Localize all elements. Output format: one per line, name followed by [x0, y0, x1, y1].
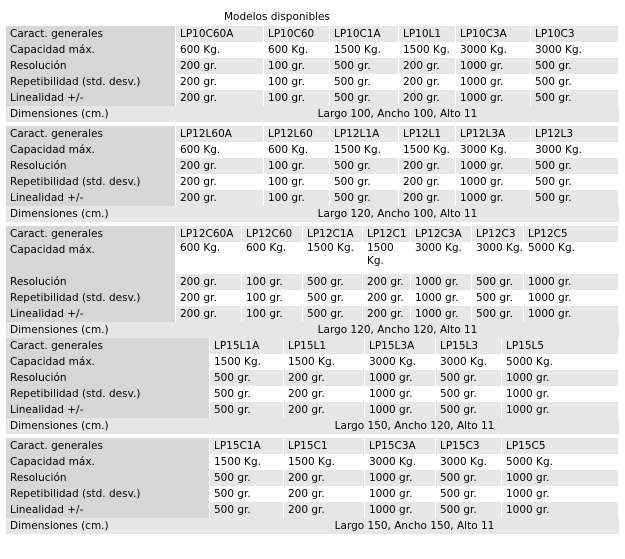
cell-capacidad: 3000 Kg. [365, 354, 436, 370]
model-header: LP12C60 [242, 226, 303, 242]
cell-capacidad: 5000 Kg. [524, 242, 619, 274]
cell-linealidad: 1000 gr. [502, 502, 619, 518]
cell-capacidad: 3000 Kg. [365, 454, 436, 470]
cell-resolucion: 500 gr. [531, 158, 619, 174]
table-row-capacidad [6, 42, 619, 58]
cell-resolucion: 200 gr. [176, 58, 264, 74]
cell-resolucion: 500 gr. [472, 274, 524, 290]
dimensions-value: Largo 100, Ancho 100, Alto 11 [176, 106, 619, 122]
cell-capacidad: 1500 Kg. [330, 142, 399, 158]
cell-resolucion: 1000 gr. [365, 470, 436, 486]
table-row-resolucion [6, 470, 619, 486]
cell-capacidad: 1500 Kg. [284, 454, 365, 470]
cell-linealidad: 200 gr. [399, 190, 456, 206]
cell-repetibilidad: 1000 gr. [456, 74, 531, 90]
cell-capacidad: 5000 Kg. [502, 454, 619, 470]
cell-capacidad: 1500 Kg. [210, 354, 284, 370]
table-row-capacidad [6, 142, 619, 158]
cell-capacidad: 1500 Kg. [210, 454, 284, 470]
table-row-dimensiones [6, 322, 619, 338]
table-row-caract [6, 438, 619, 454]
cell-repetibilidad: 500 gr. [303, 290, 363, 306]
table-row-linealidad [6, 190, 619, 206]
row-label-caract: Caract. generales [6, 226, 176, 242]
cell-linealidad: 100 gr. [242, 306, 303, 322]
row-label-caract: Caract. generales [6, 26, 176, 42]
model-block-2 [6, 126, 619, 222]
cell-linealidad: 500 gr. [210, 402, 284, 418]
dimensions-value: Largo 120, Ancho 100, Alto 11 [176, 206, 619, 222]
cell-repetibilidad: 1000 gr. [411, 290, 472, 306]
cell-resolucion: 200 gr. [399, 158, 456, 174]
cell-capacidad: 3000 Kg. [436, 454, 502, 470]
model-header: LP10L1 [399, 26, 456, 42]
table-row-resolucion [6, 274, 619, 290]
cell-linealidad: 500 gr. [210, 502, 284, 518]
cell-linealidad: 500 gr. [436, 502, 502, 518]
cell-capacidad: 5000 Kg. [502, 354, 619, 370]
model-header: LP15L3 [436, 338, 502, 354]
cell-resolucion: 500 gr. [303, 274, 363, 290]
cell-repetibilidad: 500 gr. [330, 174, 399, 190]
cell-resolucion: 200 gr. [176, 274, 242, 290]
cell-linealidad: 200 gr. [363, 306, 411, 322]
cell-repetibilidad: 100 gr. [264, 74, 330, 90]
cell-repetibilidad: 1000 gr. [365, 386, 436, 402]
cell-capacidad: 3000 Kg. [456, 42, 531, 58]
table-row-dimensiones [6, 418, 619, 434]
cell-repetibilidad: 200 gr. [399, 174, 456, 190]
model-header: LP15C1A [210, 438, 284, 454]
table-row-dimensiones [6, 518, 619, 534]
cell-resolucion: 100 gr. [264, 58, 330, 74]
row-label-dimensiones: Dimensiones (cm.) [6, 322, 176, 338]
cell-linealidad: 200 gr. [284, 402, 365, 418]
cell-linealidad: 1000 gr. [411, 306, 472, 322]
model-header: LP12L60 [264, 126, 330, 142]
cell-capacidad: 1500 Kg. [363, 242, 411, 274]
row-label-linealidad: Linealidad +/- [6, 402, 210, 418]
cell-capacidad: 600 Kg. [176, 142, 264, 158]
dimensions-value: Largo 150, Ancho 150, Alto 11 [210, 518, 619, 534]
row-label-capacidad: Capacidad máx. [6, 242, 176, 274]
cell-repetibilidad: 1000 gr. [502, 386, 619, 402]
row-label-capacidad: Capacidad máx. [6, 354, 210, 370]
table-row-caract [6, 126, 619, 142]
model-header: LP10C60 [264, 26, 330, 42]
model-header: LP12L3 [531, 126, 619, 142]
cell-resolucion: 200 gr. [399, 58, 456, 74]
table-caption: Modelos disponibles [224, 11, 330, 23]
cell-resolucion: 500 gr. [210, 470, 284, 486]
cell-linealidad: 200 gr. [176, 306, 242, 322]
cell-resolucion: 1000 gr. [456, 158, 531, 174]
row-label-repetibilidad: Repetibilidad (std. desv.) [6, 74, 176, 90]
table-row-resolucion [6, 58, 619, 74]
cell-repetibilidad: 500 gr. [330, 74, 399, 90]
dimensions-value: Largo 120, Ancho 120, Alto 11 [176, 322, 619, 338]
cell-repetibilidad: 200 gr. [284, 486, 365, 502]
cell-repetibilidad: 500 gr. [531, 174, 619, 190]
cell-resolucion: 100 gr. [242, 274, 303, 290]
cell-resolucion: 1000 gr. [456, 58, 531, 74]
model-header: LP12C60A [176, 226, 242, 242]
cell-linealidad: 1000 gr. [456, 90, 531, 106]
cell-linealidad: 200 gr. [176, 90, 264, 106]
cell-capacidad: 1500 Kg. [399, 42, 456, 58]
row-label-dimensiones: Dimensiones (cm.) [6, 106, 176, 122]
table-row-repetibilidad [6, 74, 619, 90]
cell-resolucion: 1000 gr. [502, 470, 619, 486]
cell-capacidad: 1500 Kg. [330, 42, 399, 58]
model-header: LP15L1A [210, 338, 284, 354]
table-row-dimensiones [6, 206, 619, 222]
cell-repetibilidad: 200 gr. [363, 290, 411, 306]
model-header: LP12L1 [399, 126, 456, 142]
cell-linealidad: 200 gr. [399, 90, 456, 106]
cell-resolucion: 200 gr. [284, 470, 365, 486]
cell-repetibilidad: 500 gr. [210, 386, 284, 402]
cell-linealidad: 200 gr. [176, 190, 264, 206]
model-block-4 [6, 338, 619, 434]
row-label-capacidad: Capacidad máx. [6, 142, 176, 158]
row-label-linealidad: Linealidad +/- [6, 502, 210, 518]
table-row-dimensiones [6, 106, 619, 122]
model-header: LP15C5 [502, 438, 619, 454]
row-label-linealidad: Linealidad +/- [6, 190, 176, 206]
table-row-resolucion [6, 158, 619, 174]
cell-linealidad: 1000 gr. [365, 402, 436, 418]
cell-capacidad: 600 Kg. [242, 242, 303, 274]
cell-repetibilidad: 200 gr. [399, 74, 456, 90]
cell-repetibilidad: 100 gr. [264, 174, 330, 190]
row-label-repetibilidad: Repetibilidad (std. desv.) [6, 174, 176, 190]
model-header: LP12L60A [176, 126, 264, 142]
cell-resolucion: 500 gr. [330, 158, 399, 174]
model-header: LP10C3 [531, 26, 619, 42]
cell-linealidad: 100 gr. [264, 90, 330, 106]
cell-capacidad: 600 Kg. [176, 42, 264, 58]
cell-resolucion: 200 gr. [284, 370, 365, 386]
model-header: LP12L3A [456, 126, 531, 142]
row-label-caract: Caract. generales [6, 126, 176, 142]
cell-capacidad: 3000 Kg. [456, 142, 531, 158]
table-row-linealidad [6, 402, 619, 418]
row-label-resolucion: Resolución [6, 370, 210, 386]
model-block-3 [6, 226, 619, 338]
row-label-repetibilidad: Repetibilidad (std. desv.) [6, 486, 210, 502]
row-label-resolucion: Resolución [6, 158, 176, 174]
row-label-resolucion: Resolución [6, 470, 210, 486]
model-block-5 [6, 438, 619, 534]
cell-linealidad: 500 gr. [330, 90, 399, 106]
cell-linealidad: 500 gr. [531, 190, 619, 206]
cell-linealidad: 500 gr. [531, 90, 619, 106]
cell-linealidad: 500 gr. [330, 190, 399, 206]
cell-capacidad: 1500 Kg. [284, 354, 365, 370]
cell-capacidad: 1500 Kg. [399, 142, 456, 158]
table-row-resolucion [6, 370, 619, 386]
cell-capacidad: 1500 Kg. [303, 242, 363, 274]
cell-capacidad: 3000 Kg. [531, 142, 619, 158]
model-header: LP10C1A [330, 26, 399, 42]
cell-repetibilidad: 200 gr. [284, 386, 365, 402]
model-header: LP15C3A [365, 438, 436, 454]
row-label-capacidad: Capacidad máx. [6, 42, 176, 58]
cell-resolucion: 1000 gr. [502, 370, 619, 386]
row-label-caract: Caract. generales [6, 338, 210, 354]
cell-capacidad: 600 Kg. [264, 42, 330, 58]
cell-repetibilidad: 1000 gr. [456, 174, 531, 190]
table-row-linealidad [6, 90, 619, 106]
row-label-resolucion: Resolución [6, 274, 176, 290]
cell-linealidad: 500 gr. [436, 402, 502, 418]
cell-resolucion: 500 gr. [436, 470, 502, 486]
cell-resolucion: 500 gr. [531, 58, 619, 74]
row-label-capacidad: Capacidad máx. [6, 454, 210, 470]
cell-repetibilidad: 200 gr. [176, 290, 242, 306]
cell-linealidad: 1000 gr. [456, 190, 531, 206]
cell-resolucion: 1000 gr. [524, 274, 619, 290]
model-header: LP12L1A [330, 126, 399, 142]
row-label-linealidad: Linealidad +/- [6, 90, 176, 106]
cell-linealidad: 100 gr. [264, 190, 330, 206]
cell-resolucion: 200 gr. [176, 158, 264, 174]
model-header: LP15L5 [502, 338, 619, 354]
table-row-repetibilidad [6, 486, 619, 502]
cell-repetibilidad: 1000 gr. [524, 290, 619, 306]
model-header: LP10C60A [176, 26, 264, 42]
model-header: LP15C3 [436, 438, 502, 454]
cell-linealidad: 200 gr. [284, 502, 365, 518]
row-label-resolucion: Resolución [6, 58, 176, 74]
row-label-repetibilidad: Repetibilidad (std. desv.) [6, 386, 210, 402]
cell-capacidad: 3000 Kg. [411, 242, 472, 274]
table-row-capacidad [6, 242, 619, 274]
model-header: LP12C1 [363, 226, 411, 242]
cell-repetibilidad: 500 gr. [436, 486, 502, 502]
cell-capacidad: 3000 Kg. [531, 42, 619, 58]
cell-capacidad: 3000 Kg. [472, 242, 524, 274]
table-row-caract [6, 226, 619, 242]
cell-linealidad: 1000 gr. [524, 306, 619, 322]
cell-linealidad: 1000 gr. [502, 402, 619, 418]
dimensions-value: Largo 150, Ancho 120, Alto 11 [210, 418, 619, 434]
table-row-caract [6, 338, 619, 354]
cell-resolucion: 1000 gr. [365, 370, 436, 386]
cell-capacidad: 3000 Kg. [436, 354, 502, 370]
model-header: LP15C1 [284, 438, 365, 454]
cell-repetibilidad: 500 gr. [436, 386, 502, 402]
cell-linealidad: 500 gr. [472, 306, 524, 322]
table-row-repetibilidad [6, 174, 619, 190]
cell-repetibilidad: 200 gr. [176, 74, 264, 90]
cell-repetibilidad: 500 gr. [210, 486, 284, 502]
cell-capacidad: 600 Kg. [176, 242, 242, 274]
cell-repetibilidad: 500 gr. [531, 74, 619, 90]
cell-resolucion: 500 gr. [436, 370, 502, 386]
cell-linealidad: 500 gr. [303, 306, 363, 322]
cell-capacidad: 600 Kg. [264, 142, 330, 158]
model-header: LP10C3A [456, 26, 531, 42]
cell-linealidad: 1000 gr. [365, 502, 436, 518]
model-header: LP12C3A [411, 226, 472, 242]
table-row-caract [6, 26, 619, 42]
cell-resolucion: 100 gr. [264, 158, 330, 174]
table-row-linealidad [6, 502, 619, 518]
model-header: LP12C1A [303, 226, 363, 242]
cell-repetibilidad: 500 gr. [472, 290, 524, 306]
model-header: LP15L3A [365, 338, 436, 354]
model-header: LP12C5 [524, 226, 619, 242]
cell-repetibilidad: 100 gr. [242, 290, 303, 306]
table-row-repetibilidad [6, 386, 619, 402]
table-row-capacidad [6, 354, 619, 370]
cell-repetibilidad: 1000 gr. [365, 486, 436, 502]
cell-resolucion: 1000 gr. [411, 274, 472, 290]
row-label-caract: Caract. generales [6, 438, 210, 454]
cell-resolucion: 500 gr. [330, 58, 399, 74]
row-label-dimensiones: Dimensiones (cm.) [6, 518, 210, 534]
table-row-linealidad [6, 306, 619, 322]
cell-resolucion: 500 gr. [210, 370, 284, 386]
table-row-repetibilidad [6, 290, 619, 306]
cell-repetibilidad: 1000 gr. [502, 486, 619, 502]
model-block-1 [6, 26, 619, 122]
cell-repetibilidad: 200 gr. [176, 174, 264, 190]
row-label-linealidad: Linealidad +/- [6, 306, 176, 322]
row-label-dimensiones: Dimensiones (cm.) [6, 206, 176, 222]
model-header: LP15L1 [284, 338, 365, 354]
row-label-repetibilidad: Repetibilidad (std. desv.) [6, 290, 176, 306]
table-row-capacidad [6, 454, 619, 470]
row-label-dimensiones: Dimensiones (cm.) [6, 418, 210, 434]
model-header: LP12C3 [472, 226, 524, 242]
cell-resolucion: 200 gr. [363, 274, 411, 290]
